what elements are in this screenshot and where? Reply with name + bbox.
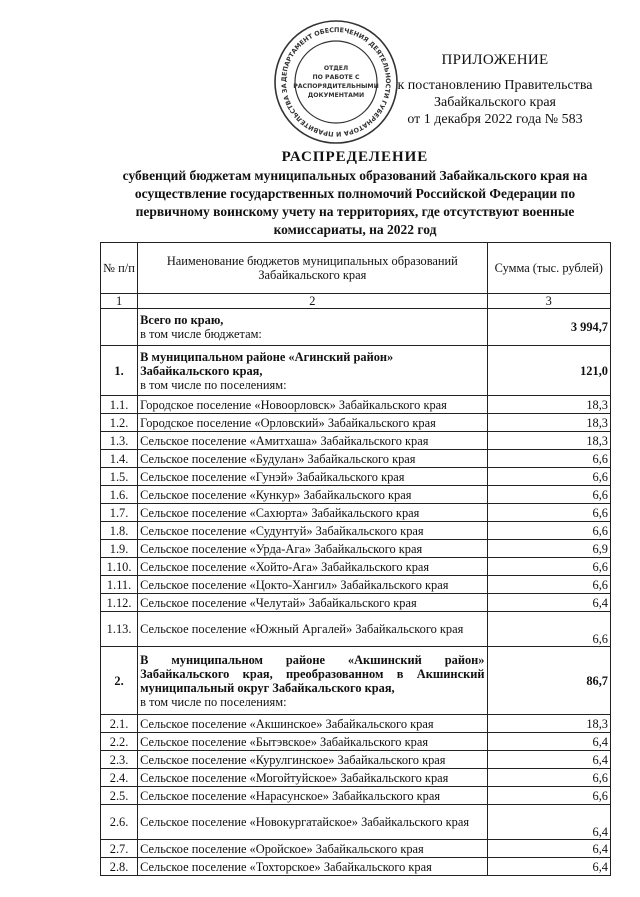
table-row	[101, 576, 611, 594]
row-sum: 6,4	[487, 858, 611, 876]
table-header-row	[101, 243, 611, 294]
stamp-center-line: ПО РАБОТЕ С	[312, 74, 360, 81]
table-index-row	[101, 294, 611, 309]
index-cell: 1	[101, 294, 138, 309]
row-num: 2.4.	[101, 769, 138, 787]
row-name: Сельское поселение «Тохторское» Забайкальского края	[138, 858, 487, 876]
table-row	[101, 840, 611, 858]
row-name: Сельское поселение «Акшинское» Забайкальского края	[138, 715, 487, 733]
table-row	[101, 504, 611, 522]
row-num: 1.9.	[101, 540, 138, 558]
row-name: Сельское поселение «Будулан» Забайкальского края	[138, 450, 487, 468]
group-name-cell	[138, 647, 487, 715]
total-sum: 3 994,7	[487, 309, 611, 346]
row-sum: 6,9	[487, 540, 611, 558]
document-title	[100, 148, 610, 239]
group-sublabel: в том числе по поселениям:	[140, 694, 287, 709]
row-sum: 6,4	[487, 733, 611, 751]
title-subtitle: субвенций бюджетам муниципальных образований Забайкальского края на осуществление государственных полномочий Российской Федерации по первичному воинскому учету на территориях, где отсутствуют военные комиссариаты, на 2022 год	[122, 168, 588, 237]
row-num: 1.13.	[101, 612, 138, 647]
row-num: 1.2.	[101, 414, 138, 432]
table-row	[101, 522, 611, 540]
row-name: Сельское поселение «Цокто-Хангил» Забайкальского края	[138, 576, 487, 594]
row-sum: 6,6	[487, 468, 611, 486]
group-num: 2.	[101, 647, 138, 715]
table-row	[101, 787, 611, 805]
row-num: 2.1.	[101, 715, 138, 733]
group-num: 1.	[101, 346, 138, 396]
stamp-center-line: ДОКУМЕНТАМИ	[307, 92, 365, 99]
table-row	[101, 540, 611, 558]
row-sum: 6,4	[487, 840, 611, 858]
row-sum: 6,6	[487, 522, 611, 540]
total-label-cell	[138, 309, 487, 346]
row-sum: 18,3	[487, 396, 611, 414]
row-num: 1.1.	[101, 396, 138, 414]
row-name: Сельское поселение «Бытэвское» Забайкальского края	[138, 733, 487, 751]
appendix-heading: ПРИЛОЖЕНИЕ	[441, 52, 549, 68]
appendix-block	[390, 52, 600, 128]
stamp-seal-icon	[272, 18, 400, 146]
row-sum: 6,6	[487, 769, 611, 787]
appendix-line: от 1 декабря 2022 года № 583	[407, 112, 583, 127]
table-row	[101, 858, 611, 876]
row-sum: 6,6	[487, 486, 611, 504]
row-num: 1.10.	[101, 558, 138, 576]
group-name: В муниципальном районе «Агинский район» Забайкальского края,	[140, 349, 394, 378]
row-num: 1.7.	[101, 504, 138, 522]
group-name-cell	[138, 346, 487, 396]
row-name: Сельское поселение «Амитхаша» Забайкальского края	[138, 432, 487, 450]
group-sum: 121,0	[487, 346, 611, 396]
stamp-center-line: ОТДЕЛ	[323, 65, 349, 72]
row-name: Сельское поселение «Курулгинское» Забайкальского края	[138, 751, 487, 769]
row-name: Сельское поселение «Судунтуй» Забайкальского края	[138, 522, 487, 540]
row-num: 2.8.	[101, 858, 138, 876]
table-row	[101, 715, 611, 733]
row-name: Городское поселение «Орловский» Забайкальского края	[138, 414, 487, 432]
total-sublabel: в том числе бюджетам:	[140, 327, 262, 341]
row-sum: 6,4	[487, 805, 611, 840]
row-name: Сельское поселение «Урда-Ага» Забайкальского края	[138, 540, 487, 558]
row-num: 1.8.	[101, 522, 138, 540]
table-row	[101, 558, 611, 576]
group-row-1	[101, 346, 611, 396]
row-name: Сельское поселение «Новокургатайское» Забайкальского края	[138, 805, 487, 840]
row-sum: 18,3	[487, 414, 611, 432]
stamp-center-line: РАСПОРЯДИТЕЛЬНЫМИ	[293, 83, 379, 90]
row-sum: 6,6	[487, 576, 611, 594]
row-sum: 18,3	[487, 715, 611, 733]
row-num: 1.11.	[101, 576, 138, 594]
row-num: 2.5.	[101, 787, 138, 805]
row-num: 1.6.	[101, 486, 138, 504]
row-name: Сельское поселение «Кункур» Забайкальского края	[138, 486, 487, 504]
appendix-line: к постановлению Правительства	[397, 78, 593, 93]
table-row	[101, 486, 611, 504]
row-sum: 18,3	[487, 432, 611, 450]
table-row	[101, 612, 611, 647]
group-sum: 86,7	[487, 647, 611, 715]
stamp-ring-text: ДЕПАРТАМЕНТ ОБЕСПЕЧЕНИЯ ДЕЯТЕЛЬНОСТИ ГУБЕРНАТОРА И ПРАВИТЕЛЬСТВА ЗА	[279, 25, 393, 139]
row-name: Сельское поселение «Сахюрта» Забайкальского края	[138, 504, 487, 522]
row-sum: 6,6	[487, 450, 611, 468]
row-num: 1.4.	[101, 450, 138, 468]
row-num: 2.7.	[101, 840, 138, 858]
row-sum: 6,6	[487, 612, 611, 647]
table-row	[101, 594, 611, 612]
table-row	[101, 751, 611, 769]
row-name: Сельское поселение «Гунэй» Забайкальского края	[138, 468, 487, 486]
group-sublabel: в том числе по поселениям:	[140, 377, 287, 392]
empty-cell	[101, 309, 138, 346]
table-row	[101, 733, 611, 751]
index-cell: 3	[487, 294, 611, 309]
row-name: Городское поселение «Новоорловск» Забайкальского края	[138, 396, 487, 414]
row-name: Сельское поселение «Могойтуйское» Забайкальского края	[138, 769, 487, 787]
table-row	[101, 450, 611, 468]
index-cell: 2	[138, 294, 487, 309]
row-num: 1.5.	[101, 468, 138, 486]
row-sum: 6,6	[487, 787, 611, 805]
row-sum: 6,6	[487, 558, 611, 576]
table-row	[101, 432, 611, 450]
row-num: 2.2.	[101, 733, 138, 751]
table-row	[101, 769, 611, 787]
distribution-table	[100, 242, 611, 876]
title-main: РАСПРЕДЕЛЕНИЕ	[281, 149, 429, 165]
row-name: Сельское поселение «Нарасунское» Забайкальского края	[138, 787, 487, 805]
row-sum: 6,6	[487, 504, 611, 522]
table-row	[101, 396, 611, 414]
table-total-row	[101, 309, 611, 346]
row-num: 1.12.	[101, 594, 138, 612]
row-sum: 6,4	[487, 594, 611, 612]
row-name: Сельское поселение «Южный Аргалей» Забайкальского края	[138, 612, 487, 647]
group-name: В муниципальном районе «Акшинский район» Забайкальского края, преобразованном в Акшинский муниципальный округ Забайкальского края,	[140, 652, 485, 695]
row-num: 2.3.	[101, 751, 138, 769]
row-name: Сельское поселение «Челутай» Забайкальского края	[138, 594, 487, 612]
row-sum: 6,4	[487, 751, 611, 769]
appendix-line: Забайкальского края	[433, 95, 556, 110]
row-name: Сельское поселение «Оройское» Забайкальского края	[138, 840, 487, 858]
header-sum: Сумма (тыс. рублей)	[487, 243, 611, 294]
group-row-2	[101, 647, 611, 715]
row-name: Сельское поселение «Хойто-Ага» Забайкальского края	[138, 558, 487, 576]
official-stamp	[272, 18, 400, 146]
header-num: № п/п	[101, 243, 138, 294]
table-row	[101, 468, 611, 486]
total-label: Всего по краю,	[140, 313, 224, 327]
row-num: 1.3.	[101, 432, 138, 450]
row-num: 2.6.	[101, 805, 138, 840]
table-row	[101, 805, 611, 840]
table-row	[101, 414, 611, 432]
header-name: Наименование бюджетов муниципальных образований Забайкальского края	[138, 243, 487, 294]
